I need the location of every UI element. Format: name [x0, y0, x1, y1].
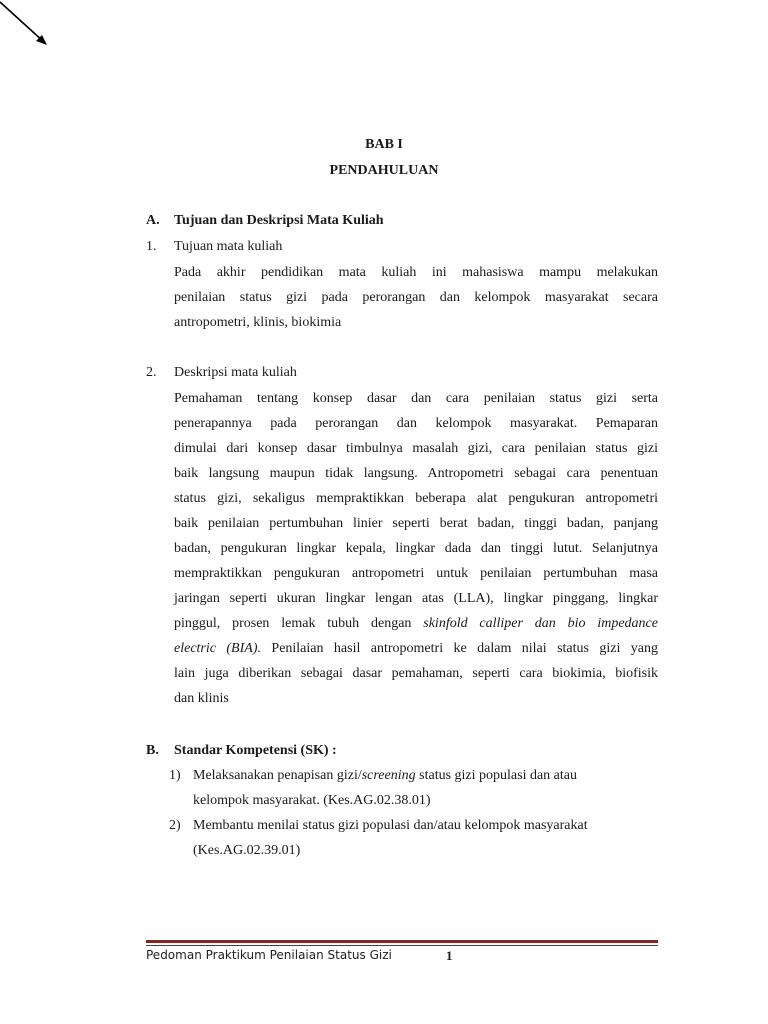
italic-term: electric (BIA). [174, 641, 261, 656]
sk-item1-line2: kelompok masyarakat. (Kes.AG.02.38.01) [193, 793, 431, 808]
sk-item1-number: 1) [169, 768, 181, 783]
paragraph-line: dimulai dari konsep dasar timbulnya masalah gizi, cara penilaian status gizi [174, 441, 658, 456]
item1-paragraph [174, 260, 658, 335]
text-run: pinggul, prosen lemak tubuh dengan [174, 616, 412, 631]
item2-paragraph [174, 386, 658, 711]
paragraph-line: Pemahaman tentang konsep dasar dan cara penilaian status gizi serta [174, 391, 658, 406]
text-run: Melaksanakan penapisan gizi/ [193, 768, 362, 783]
text-run: status gizi populasi dan atau [415, 768, 577, 783]
paragraph-line: dan klinis [174, 691, 229, 706]
sk-item2-number: 2) [169, 818, 181, 833]
italic-term: screening [361, 768, 416, 783]
sk-item1-line1 [193, 768, 577, 784]
page-number: 1 [446, 948, 453, 963]
footer-rule [146, 940, 658, 943]
section-a-marker: A. [146, 213, 160, 228]
text-run: Penilaian hasil antropometri ke dalam nilai status gizi yang [271, 641, 659, 656]
section-a-title: Tujuan dan Deskripsi Mata Kuliah [174, 213, 384, 228]
paragraph-line: mempraktikkan pengukuran antropometri untuk penilaian pertumbuhan masa [174, 566, 658, 581]
sk-item2-line2: (Kes.AG.02.39.01) [193, 843, 301, 858]
paragraph-line: jaringan seperti ukuran lingkar lengan atas (LLA), lingkar pinggang, lingkar [174, 591, 658, 606]
chapter-number: BAB I [365, 137, 403, 152]
footer-rule-thin [146, 945, 658, 946]
paragraph-line: antropometri, klinis, biokimia [174, 315, 342, 330]
paragraph-line: Pada akhir pendidikan mata kuliah ini mahasiswa mampu melakukan [174, 265, 658, 280]
item2-label: Deskripsi mata kuliah [174, 365, 297, 380]
section-b-marker: B. [146, 743, 159, 758]
item1-number: 1. [146, 239, 157, 254]
chapter-title: PENDAHULUAN [329, 163, 439, 178]
paragraph-line [174, 636, 658, 661]
item1-label: Tujuan mata kuliah [174, 239, 283, 254]
paragraph-line: lain juga diberikan sebagai dasar pemahaman, seperti cara biokimia, biofisik [174, 666, 658, 681]
paragraph-line [174, 611, 658, 636]
paragraph-line: badan, pengukuran lingkar kepala, lingkar dada dan tinggi lutut. Selanjutnya [174, 541, 658, 556]
paragraph-line: baik langsung maupun tidak langsung. Antropometri sebagai cara penentuan [174, 466, 658, 481]
footer-title: Pedoman Praktikum Penilaian Status Gizi [146, 948, 392, 962]
paragraph-line: penilaian status gizi pada perorangan dan kelompok masyarakat secara [174, 290, 658, 305]
section-b-title: Standar Kompetensi (SK) : [174, 743, 337, 758]
sk-item2-line1: Membantu menilai status gizi populasi dan/atau kelompok masyarakat [193, 818, 588, 833]
paragraph-line: status gizi, sekaligus mempraktikkan beberapa alat pengukuran antropometri [174, 491, 658, 506]
paragraph-line: baik penilaian pertumbuhan linier seperti berat badan, tinggi badan, panjang [174, 516, 658, 531]
arrow-icon [0, 0, 60, 60]
paragraph-line: penerapannya pada perorangan dan kelompok masyarakat. Pemaparan [174, 416, 658, 431]
item2-number: 2. [146, 365, 157, 380]
italic-term: skinfold calliper dan bio impedance [423, 616, 658, 631]
